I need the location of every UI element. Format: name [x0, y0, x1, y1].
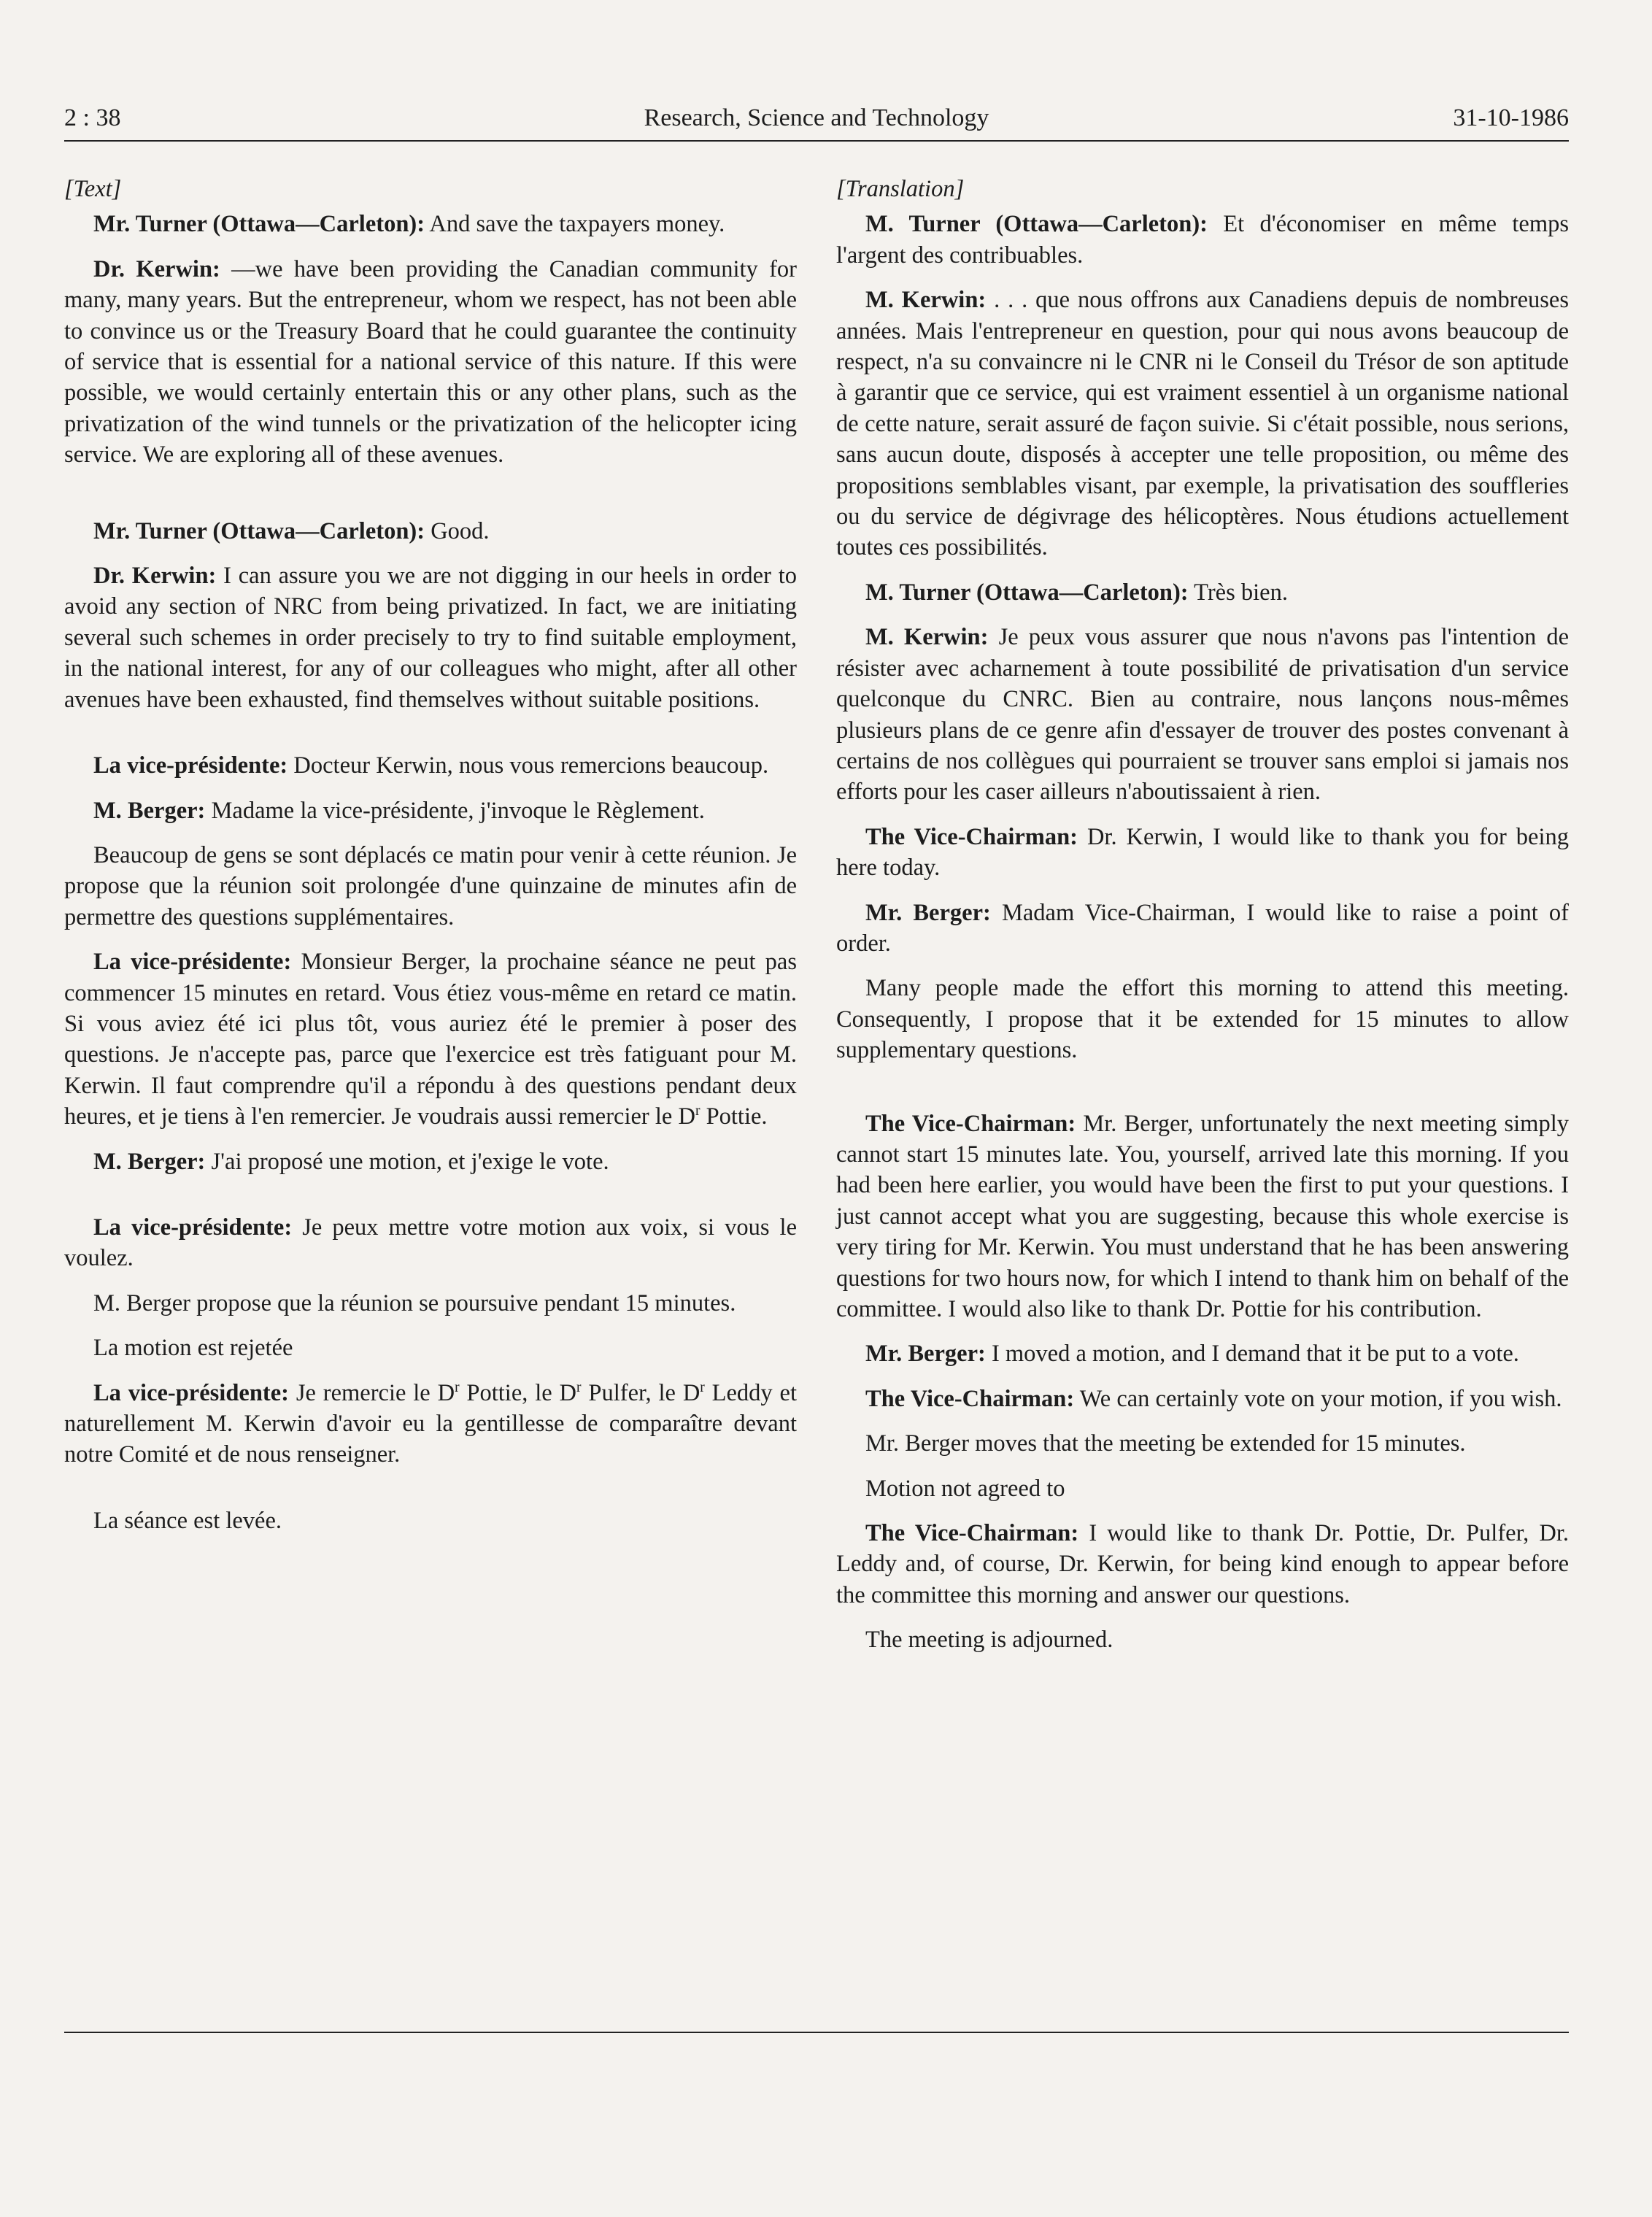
paragraph: Mr. Berger: I moved a motion, and I demand that it be put to a vote.	[865, 1341, 1519, 1368]
speaker-name: M. Berger:	[93, 1148, 206, 1175]
paragraph: M. Kerwin: . . . que nous offrons aux Canadiens depuis de nombreuses années. Mais l'entrepreneur en question, pour qui nous avons beaucoup de respect, n'a su convaincre ni le CNR ni le Conseil du Trésor de son aptitude à garantir que ce service, qui est vraiment essentiel à un organisme national de cette nature, serait assuré de façon suivie. Si c'était possible, nous serions, sans aucun doute, disposés à accepter une telle proposition, ou même des propositions semblables visant, par exemple, la privatisation des souffleries ou du service de dégivrage des hélicoptères. Nous étudions actuellement toutes ces possibilités.	[836, 287, 1570, 561]
speaker-name: M. Berger:	[93, 797, 206, 824]
paragraph: The meeting is adjourned.	[865, 1627, 1113, 1654]
paragraph: M. Berger: J'ai proposé une motion, et j'exige le vote.	[93, 1148, 609, 1175]
speaker-name: M. Kerwin:	[865, 287, 987, 314]
paragraph: Mr. Berger moves that the meeting be extended for 15 minutes.	[865, 1430, 1466, 1457]
paragraph: Dr. Kerwin: —we have been providing the Canadian community for many, many years. But the entrepreneur, whom we respect, has not been able to convince us or the Treasury Board that he could guarantee the continuity of service that is essential for a national service of this nature. If this were possible, we would certainly entertain this or any other plans, such as the privatization of the wind tunnels or the privatization of the helicopter icing service. We are exploring all of these avenues.	[64, 255, 797, 469]
speaker-name: The Vice-Chairman:	[865, 1385, 1075, 1412]
speaker-name: La vice-présidente:	[93, 949, 292, 976]
speaker-name: Mr. Berger:	[865, 899, 991, 926]
paragraph: Beaucoup de gens se sont déplacés ce matin pour venir à cette réunion. Je propose que la réunion soit prolongée d'une quinzaine de minutes afin de permettre des questions supplémentaires.	[64, 841, 797, 930]
speaker-name: Mr. Turner (Ottawa—Carleton):	[93, 211, 425, 238]
speaker-name: Dr. Kerwin:	[93, 255, 220, 282]
paragraph: La vice-présidente: Monsieur Berger, la prochaine séance ne peut pas commencer 15 minutes en retard. Vous étiez vous-même en retard ce matin. Si vous aviez été ici plus tôt, vous auriez été le premier à poser des questions. Je n'accepte pas, parce que l'exercice est très fatiguant pour M. Kerwin. Il faut comprendre qu'il a répondu à des questions pendant deux heures, et je tiens à l'en remercier. Je voudrais aussi remercier le $D^r$ Pottie.	[64, 949, 797, 1130]
speaker-name: M. Turner (Ottawa—Carleton):	[865, 579, 1189, 606]
speaker-name: The Vice-Chairman:	[865, 823, 1078, 850]
paragraph: Dr. Kerwin: I can assure you we are not digging in our heels in order to avoid any section of NRC from being privatized. In fact, we are initiating several such schemes in order precisely to try to find suitable employment, in the national interest, for any of our colleagues who might, after all other avenues have been exhausted, find themselves without suitable positions.	[64, 563, 797, 713]
paragraph: M. Kerwin: Je peux vous assurer que nous n'avons pas l'intention de résister avec acharnement à toute possibilité de privatisation d'un service quelconque du CNRC. Bien au contraire, nous lançons nous-mêmes plusieurs plans de ce genre afin d'essayer de trouver des postes convenant à certains de nos collègues qui pourraient se trouver sans emploi si jamais nos efforts pour les caser ailleurs n'aboutissaient à rien.	[836, 624, 1569, 806]
speaker-name: La vice-présidente:	[93, 1214, 293, 1241]
speaker-name: Mr. Turner (Ottawa—Carleton):	[93, 517, 425, 544]
speaker-name: La vice-présidente:	[93, 752, 288, 779]
paragraph: The Vice-Chairman: Dr. Kerwin, I would like to thank you for being here today.	[836, 823, 1570, 882]
paragraph: La motion est rejetée	[93, 1335, 293, 1362]
right-column	[836, 174, 1569, 1670]
page-header	[64, 102, 1569, 139]
paragraph: Mr. Turner (Ottawa—Carleton): Good.	[93, 517, 490, 544]
paragraph: La vice-présidente: Je peux mettre votre motion aux voix, si vous le voulez.	[64, 1214, 797, 1272]
publication-title: Research, Science and Technology	[644, 104, 989, 131]
paragraph: Motion not agreed to	[865, 1475, 1065, 1502]
paragraph: M. Turner (Ottawa—Carleton): Et d'économiser en même temps l'argent des contribuables.	[836, 211, 1569, 269]
paragraph: M. Berger: Madame la vice-présidente, j'invoque le Règlement.	[93, 797, 705, 824]
section-label-translation: [Translation]	[836, 176, 965, 202]
paragraph: La séance est levée.	[93, 1507, 282, 1534]
paragraph: M. Berger propose que la réunion se poursuive pendant 15 minutes.	[93, 1289, 736, 1316]
paragraph: La vice-présidente: Je remercie le $D^r$ Pottie, le $D^r$ Pulfer, le $D^r$ Leddy et naturellement M. Kerwin d'avoir eu la gentillesse de comparaître devant notre Comité et de nous renseigner.	[64, 1379, 797, 1468]
paragraph: The Vice-Chairman: We can certainly vote on your motion, if you wish.	[865, 1385, 1562, 1412]
paragraph: The Vice-Chairman: I would like to thank Dr. Pottie, Dr. Pulfer, Dr. Leddy and, of course, Dr. Kerwin, for being kind enough to appear before the committee this morning and answer our questions.	[836, 1520, 1569, 1608]
speaker-name: Mr. Berger:	[865, 1341, 986, 1368]
speaker-name: The Vice-Chairman:	[865, 1520, 1079, 1547]
speaker-name: Dr. Kerwin:	[93, 563, 217, 590]
speaker-name: M. Kerwin:	[865, 624, 989, 651]
paragraph: Many people made the effort this morning to attend this meeting. Consequently, I propose that it be extended for 15 minutes to allow supplementary questions.	[836, 975, 1569, 1064]
speaker-name: M. Turner (Ottawa—Carleton):	[865, 211, 1208, 238]
paragraph: M. Turner (Ottawa—Carleton): Très bien.	[865, 579, 1288, 606]
speaker-name: The Vice-Chairman:	[865, 1110, 1076, 1137]
paragraph: Mr. Turner (Ottawa—Carleton): And save the taxpayers money.	[93, 211, 725, 238]
paragraph: The Vice-Chairman: Mr. Berger, unfortunately the next meeting simply cannot start 15 minutes late. You, yourself, arrived late this morning. If you had been here earlier, you would have been the first to put your questions. I just cannot accept what you are suggesting, because this whole exercise is very tiring for Mr. Kerwin. You must understand that he has been answering questions for two hours now, for which I intend to thank him on behalf of the committee. I would also like to thank Dr. Pottie for his contribution.	[836, 1110, 1569, 1322]
left-column	[64, 174, 797, 1550]
paragraph: La vice-présidente: Docteur Kerwin, nous vous remercions beaucoup.	[93, 752, 769, 779]
footer-rule	[64, 2032, 1569, 2033]
speaker-name: La vice-présidente:	[93, 1379, 289, 1406]
page-date: 31-10-1986	[1453, 104, 1569, 131]
page-number: 2 : 38	[64, 104, 121, 131]
paragraph: Mr. Berger: Madam Vice-Chairman, I would like to raise a point of order.	[836, 899, 1569, 957]
section-label-text: [Text]	[64, 176, 122, 202]
header-rule	[64, 140, 1569, 142]
